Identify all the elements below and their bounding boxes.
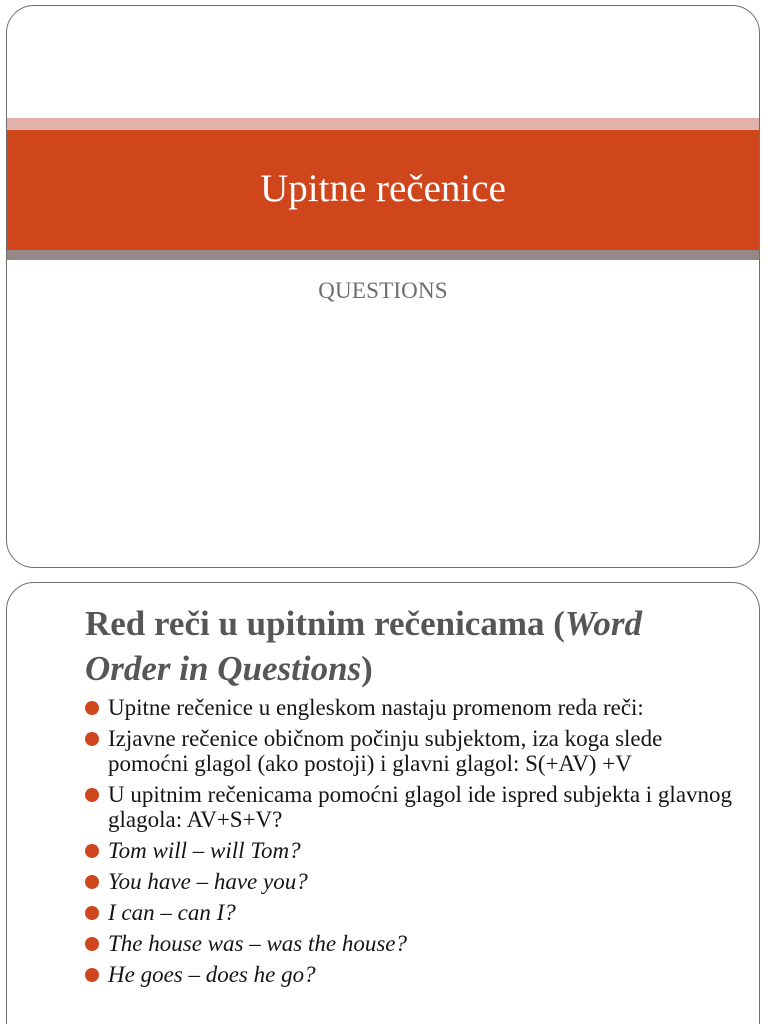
title-text-italic: Word Order in Questions bbox=[85, 604, 643, 688]
title-band-top-stripe bbox=[7, 118, 759, 130]
bullet-item bbox=[85, 869, 740, 894]
bullet-item bbox=[85, 931, 740, 956]
bullet-text: You have – have you? bbox=[108, 869, 308, 894]
bullet-item bbox=[85, 782, 740, 832]
title-band bbox=[7, 130, 759, 250]
bullet-text: Upitne rečenice u engleskom nastaju promenom reda reči: bbox=[108, 695, 644, 720]
title-text-part2: ) bbox=[361, 649, 373, 688]
bullet-text: U upitnim rečenicama pomoćni glagol ide ispred subjekta i glavnog glagola: AV+S+V? bbox=[108, 782, 733, 832]
bullet-text: I can – can I? bbox=[108, 900, 236, 925]
content-slide-title bbox=[85, 601, 735, 691]
bullet-text: The house was – was the house? bbox=[108, 931, 407, 956]
bullet-icon bbox=[85, 968, 99, 982]
bullet-text: Tom will – will Tom? bbox=[108, 838, 301, 863]
bullet-item bbox=[85, 726, 740, 776]
content-slide bbox=[6, 582, 760, 1024]
slide-title: Upitne rečenice bbox=[260, 166, 506, 210]
title-text-part1: Red reči u upitnim rečenicama ( bbox=[85, 604, 565, 643]
bullet-icon bbox=[85, 875, 99, 889]
bullet-icon bbox=[85, 844, 99, 858]
title-slide bbox=[6, 5, 760, 568]
bullet-icon bbox=[85, 788, 99, 802]
bullet-list bbox=[85, 695, 740, 993]
bullet-text: He goes – does he go? bbox=[108, 962, 316, 987]
bullet-icon bbox=[85, 937, 99, 951]
bullet-item bbox=[85, 838, 740, 863]
bullet-item bbox=[85, 695, 740, 720]
bullet-icon bbox=[85, 906, 99, 920]
bullet-text: Izjavne rečenice običnom počinju subjektom, iza koga slede pomoćni glagol (ako postoji) i glavni glagol: S(+AV) +V bbox=[108, 726, 663, 776]
bullet-item bbox=[85, 900, 740, 925]
bullet-icon bbox=[85, 701, 99, 715]
slide-subtitle: QUESTIONS bbox=[318, 278, 448, 303]
title-band-bottom-stripe bbox=[7, 250, 759, 260]
bullet-icon bbox=[85, 732, 99, 746]
bullet-item bbox=[85, 962, 740, 987]
